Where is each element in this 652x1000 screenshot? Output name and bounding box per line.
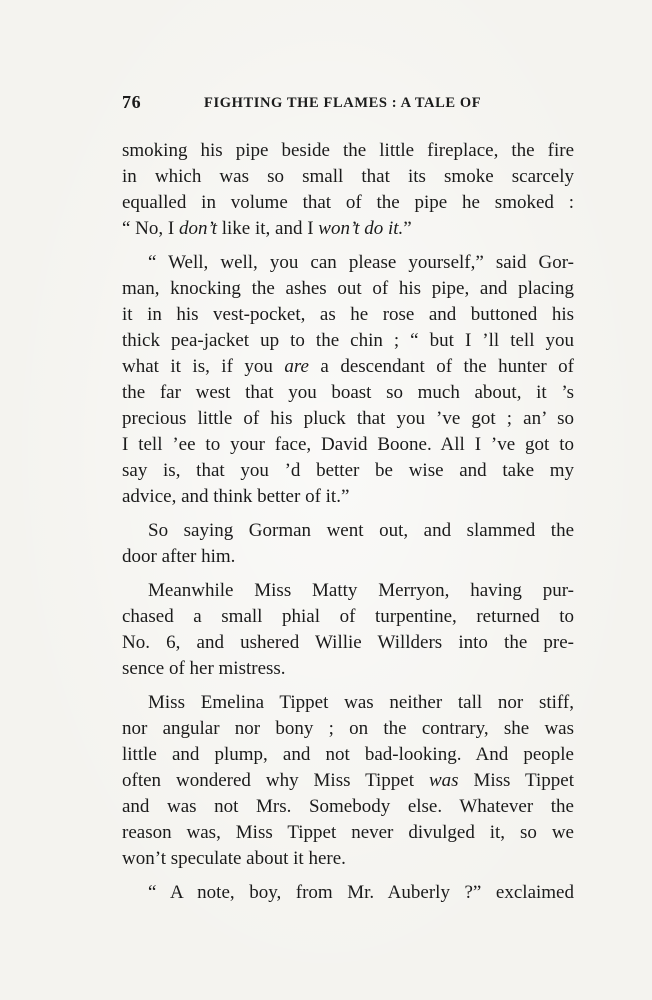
- text-line: “ No, I don’t like it, and I won’t do it.”: [122, 218, 412, 239]
- text-line: it in his vest-pocket, as he rose and buttoned his: [122, 304, 574, 325]
- text-line: often wondered why Miss Tippet was Miss Tippet: [122, 770, 574, 791]
- text-line: and was not Mrs. Somebody else. Whatever the: [122, 796, 574, 817]
- text-line: sence of her mistress.: [122, 658, 286, 679]
- text-line: advice, and think better of it.”: [122, 486, 350, 507]
- running-head: [122, 92, 574, 112]
- paragraph-start-line: Miss Emelina Tippet was neither tall nor stiff,: [148, 692, 574, 713]
- text-line: reason was, Miss Tippet never divulged it, so we: [122, 822, 574, 843]
- text-line: little and plump, and not bad-looking. And people: [122, 744, 574, 765]
- paragraph-start-line: “ Well, well, you can please yourself,” said Gor-: [148, 252, 574, 273]
- text-line: I tell ’ee to your face, David Boone. All I ’ve got to: [122, 434, 574, 455]
- text-line: won’t speculate about it here.: [122, 848, 346, 869]
- paragraph-start-line: So saying Gorman went out, and slammed the: [148, 520, 574, 541]
- page-number: 76: [122, 92, 142, 112]
- running-title: FIGHTING THE FLAMES : A TALE OF: [204, 95, 482, 111]
- body-text: [122, 138, 574, 906]
- text-line: the far west that you boast so much about, it ’s: [122, 382, 574, 403]
- text-line: equalled in volume that of the pipe he smoked :: [122, 192, 574, 213]
- text-line: chased a small phial of turpentine, returned to: [122, 606, 574, 627]
- text-line: smoking his pipe beside the little fireplace, the fire: [122, 140, 574, 161]
- text-line: thick pea-jacket up to the chin ; “ but I ’ll tell you: [122, 330, 574, 351]
- text-line: say is, that you ’d better be wise and take my: [122, 460, 574, 481]
- paragraph-start-line: Meanwhile Miss Matty Merryon, having pur-: [148, 580, 574, 601]
- paragraph-start-line: “ A note, boy, from Mr. Auberly ?” exclaimed: [148, 882, 574, 903]
- text-line: what it is, if you are a descendant of the hunter of: [122, 356, 574, 377]
- text-line: No. 6, and ushered Willie Willders into the pre-: [122, 632, 574, 653]
- text-line: door after him.: [122, 546, 236, 567]
- text-line: in which was so small that its smoke scarcely: [122, 166, 574, 187]
- text-line: nor angular nor bony ; on the contrary, she was: [122, 718, 574, 739]
- text-line: precious little of his pluck that you ’ve got ; an’ so: [122, 408, 574, 429]
- text-line: man, knocking the ashes out of his pipe, and placing: [122, 278, 574, 299]
